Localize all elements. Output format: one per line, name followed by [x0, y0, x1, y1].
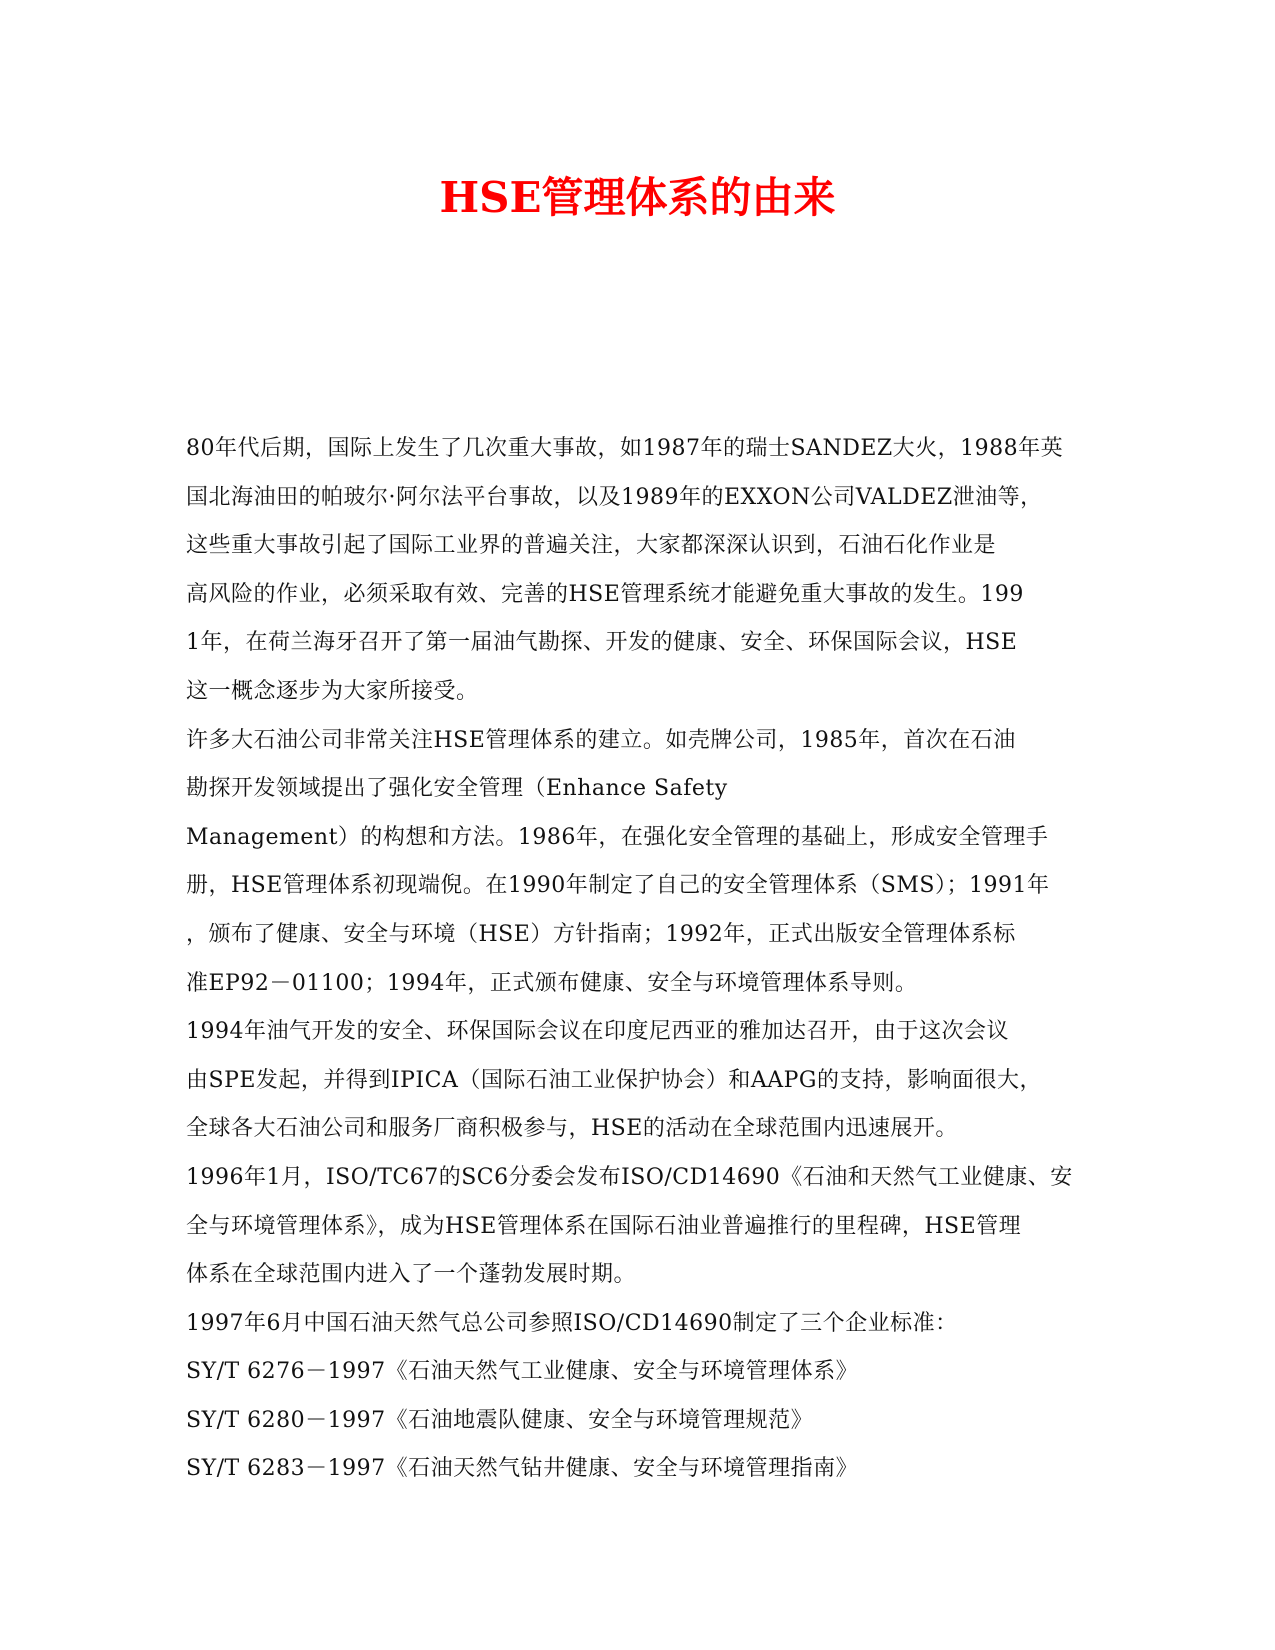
body-line: 准EP92－01100；1994年，正式颁布健康、安全与环境管理体系导则。	[186, 970, 918, 996]
body-line: 体系在全球范围内进入了一个蓬勃发展时期。	[186, 1262, 637, 1288]
body-line: 全与环境管理体系》，成为HSE管理体系在国际石油业普遍推行的里程碑，HSE管理	[186, 1213, 1022, 1239]
body-line: 全球各大石油公司和服务厂商积极参与，HSE的活动在全球范围内迅速展开。	[186, 1116, 958, 1142]
body-line: 这一概念逐步为大家所接受。	[186, 678, 479, 704]
body-line: 1年，在荷兰海牙召开了第一届油气勘探、开发的健康、安全、环保国际会议，HSE	[186, 630, 1018, 656]
body-line: 80年代后期，国际上发生了几次重大事故，如1987年的瑞士SANDEZ大火，1988年英	[186, 436, 1064, 461]
body-line: 由SPE发起，并得到IPICA（国际石油工业保护协会）和AAPG的支持，影响面很大，	[186, 1067, 1042, 1093]
body-line: Management）的构想和方法。1986年，在强化安全管理的基础上，形成安全管理手	[186, 824, 1049, 850]
standard-line: SY/T 6283－1997《石油天然气钻井健康、安全与环境管理指南》	[186, 1456, 859, 1482]
document-body	[186, 425, 1091, 1494]
body-line: 许多大石油公司非常关注HSE管理体系的建立。如壳牌公司，1985年，首次在石油	[186, 727, 1016, 753]
body-line: 高风险的作业，必须采取有效、完善的HSE管理系统才能避免重大事故的发生。199	[186, 581, 1024, 607]
body-line: 这些重大事故引起了国际工业界的普遍关注，大家都深深认识到，石油石化作业是	[186, 533, 997, 559]
document-title: HSE管理体系的由来	[439, 173, 836, 222]
body-line: 勘探开发领域提出了强化安全管理（Enhance Safety	[186, 776, 728, 802]
standard-line: SY/T 6280－1997《石油地震队健康、安全与环境管理规范》	[186, 1407, 814, 1433]
body-line: 1997年6月中国石油天然气总公司参照ISO/CD14690制定了三个企业标准：	[186, 1310, 958, 1336]
body-line: ，颁布了健康、安全与环境（HSE）方针指南；1992年，正式出版安全管理体系标	[186, 921, 1016, 947]
body-line: 册，HSE管理体系初现端倪。在1990年制定了自己的安全管理体系（SMS）；1991年	[186, 873, 1050, 899]
body-line: 1996年1月，ISO/TC67的SC6分委会发布ISO/CD14690《石油和天然气工业健康、安	[186, 1164, 1073, 1190]
standard-line: SY/T 6276－1997《石油天然气工业健康、安全与环境管理体系》	[186, 1359, 859, 1385]
body-line: 1994年油气开发的安全、环保国际会议在印度尼西亚的雅加达召开，由于这次会议	[186, 1019, 1009, 1045]
body-line: 国北海油田的帕玻尔·阿尔法平台事故，以及1989年的EXXON公司VALDEZ泄油等，	[186, 484, 1043, 510]
